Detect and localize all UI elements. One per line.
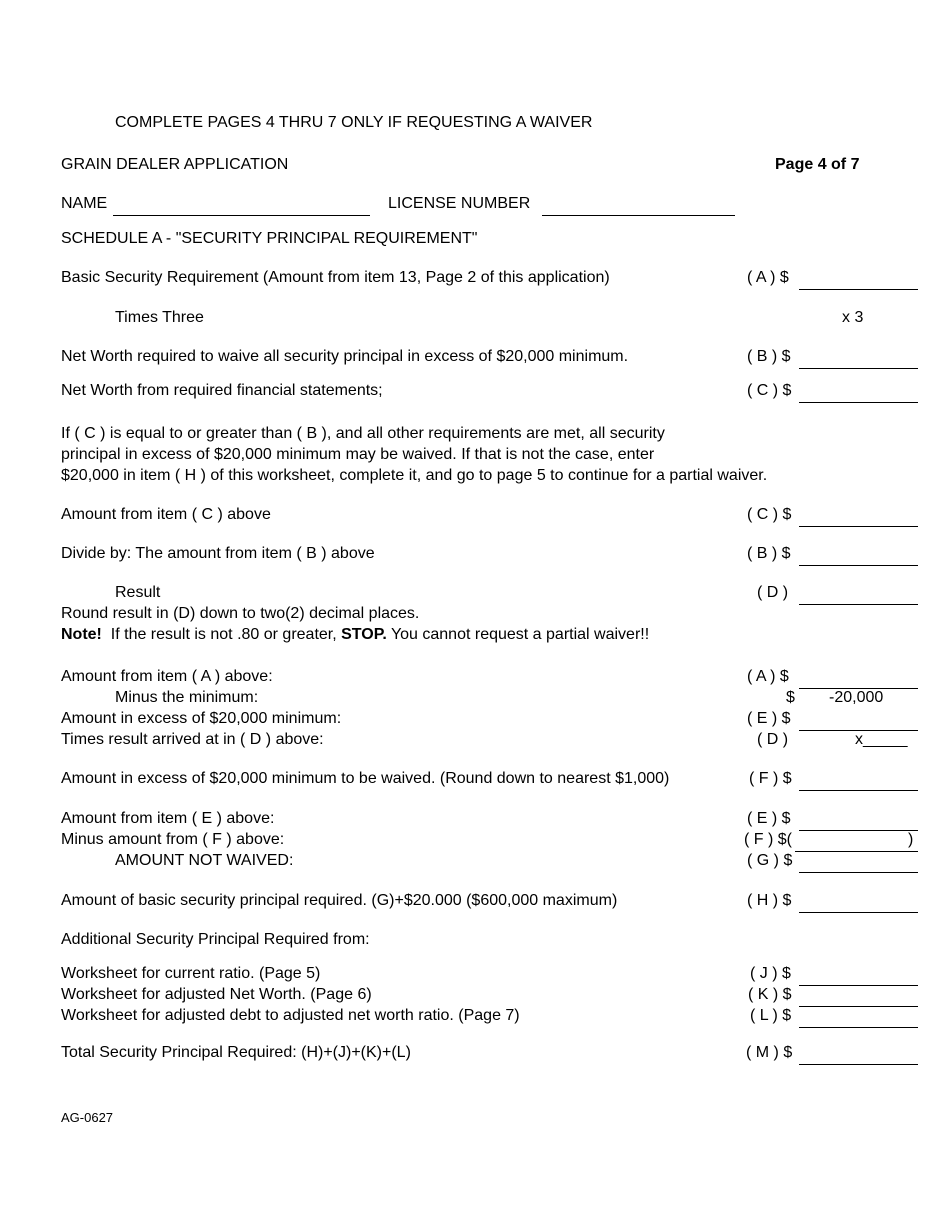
item-h-field[interactable] [799,892,918,913]
total-text: Total Security Principal Required: (H)+(J)+(K)+(L) [61,1044,411,1061]
note-suffix: You cannot request a partial waiver!! [386,626,650,643]
result-text: Result [115,584,161,601]
minus-f-field[interactable] [795,831,918,852]
stop-note [61,625,649,644]
minus-f-code: ( F ) $( [744,831,792,848]
result-d-field[interactable] [799,584,918,605]
divide-by-b-field[interactable] [799,545,918,566]
result-d-code: ( D ) [757,584,789,601]
item-m-code: ( M ) $ [746,1044,793,1061]
item-l-code: ( L ) $ [750,1007,792,1024]
amount-waived-text: Amount in excess of $20,000 minimum to be waived. (Round down to nearest $1,000) [61,770,670,787]
amount-e-code: ( E ) $ [747,810,791,827]
round-note: Round result in (D) down to two(2) decimal places. [61,605,420,622]
item-e-code: ( E ) $ [747,710,791,727]
page-number: Page 4 of 7 [775,156,860,173]
note-middle: If the result is not .80 or greater, [101,626,342,643]
name-field[interactable] [113,195,370,216]
name-label: NAME [61,195,108,212]
divide-by-b-text: Divide by: The amount from item ( B ) above [61,545,375,562]
item-k-field[interactable] [799,986,918,1007]
amount-c-code: ( C ) $ [747,506,792,523]
divide-by-b-code: ( B ) $ [747,545,791,562]
amount-a-code: ( A ) $ [747,668,789,685]
item-l-field[interactable] [799,1007,918,1028]
minus-f-close-paren: ) [908,831,914,848]
item-j-field[interactable] [799,965,918,986]
basic-required-text: Amount of basic security principal required. (G)+$20.000 ($600,000 maximum) [61,892,618,909]
item-j-code: ( J ) $ [750,965,791,982]
note-stop: STOP. [341,626,387,643]
amount-c-text: Amount from item ( C ) above [61,506,271,523]
minus-minimum-value: -20,000 [829,689,884,706]
times-result-value: x_____ [855,731,908,748]
item-g-code: ( G ) $ [747,852,793,869]
item-b-field[interactable] [799,348,918,369]
minus-f-text: Minus amount from ( F ) above: [61,831,285,848]
condition-paragraph-line-3: $20,000 in item ( H ) of this worksheet, complete it, and go to page 5 to continue for a partial waiver. [61,467,768,484]
item-f-field[interactable] [799,770,918,791]
not-waived-text: AMOUNT NOT WAIVED: [115,852,294,869]
ws-net-worth-text: Worksheet for adjusted Net Worth. (Page 6) [61,986,372,1003]
excess-text: Amount in excess of $20,000 minimum: [61,710,342,727]
license-number-label: LICENSE NUMBER [388,195,531,212]
item-f-code: ( F ) $ [749,770,792,787]
item-g-field[interactable] [799,852,918,873]
schedule-title: SCHEDULE A - "SECURITY PRINCIPAL REQUIREMENT" [61,230,478,247]
amount-c-field[interactable] [799,506,918,527]
waiver-instruction: COMPLETE PAGES 4 THRU 7 ONLY IF REQUESTING A WAIVER [115,114,593,131]
minus-minimum-text: Minus the minimum: [115,689,259,706]
item-m-field[interactable] [799,1044,918,1065]
net-worth-statements-text: Net Worth from required financial statements; [61,382,383,399]
amount-e-text: Amount from item ( E ) above: [61,810,275,827]
basic-requirement-text: Basic Security Requirement (Amount from item 13, Page 2 of this application) [61,269,610,286]
amount-a-field[interactable] [799,668,918,689]
condition-paragraph-line-2: principal in excess of $20,000 minimum may be waived. If that is not the case, enter [61,446,655,463]
ws-current-ratio-text: Worksheet for current ratio. (Page 5) [61,965,321,982]
item-b-code: ( B ) $ [747,348,791,365]
item-e-field[interactable] [799,710,918,731]
times-result-code: ( D ) [757,731,789,748]
condition-paragraph-line-1: If ( C ) is equal to or greater than ( B ), and all other requirements are met, all security [61,425,665,442]
item-c-code: ( C ) $ [747,382,792,399]
times-result-text: Times result arrived at in ( D ) above: [61,731,324,748]
item-a-code: ( A ) $ [747,269,789,286]
license-number-field[interactable] [542,195,735,216]
net-worth-required-text: Net Worth required to waive all security principal in excess of $20,000 minimum. [61,348,629,365]
item-c-field[interactable] [799,382,918,403]
minus-minimum-code: $ [786,689,795,706]
ws-debt-ratio-text: Worksheet for adjusted debt to adjusted net worth ratio. (Page 7) [61,1007,520,1024]
times-three-value: x 3 [842,309,864,326]
amount-a-text: Amount from item ( A ) above: [61,668,273,685]
additional-heading: Additional Security Principal Required from: [61,931,370,948]
form-title: GRAIN DEALER APPLICATION [61,156,289,173]
item-k-code: ( K ) $ [748,986,792,1003]
times-three-text: Times Three [115,309,204,326]
item-a-field[interactable] [799,269,918,290]
item-h-code: ( H ) $ [747,892,792,909]
amount-e-field[interactable] [799,810,918,831]
form-code: AG-0627 [61,1110,114,1125]
note-prefix: Note! [61,626,102,643]
